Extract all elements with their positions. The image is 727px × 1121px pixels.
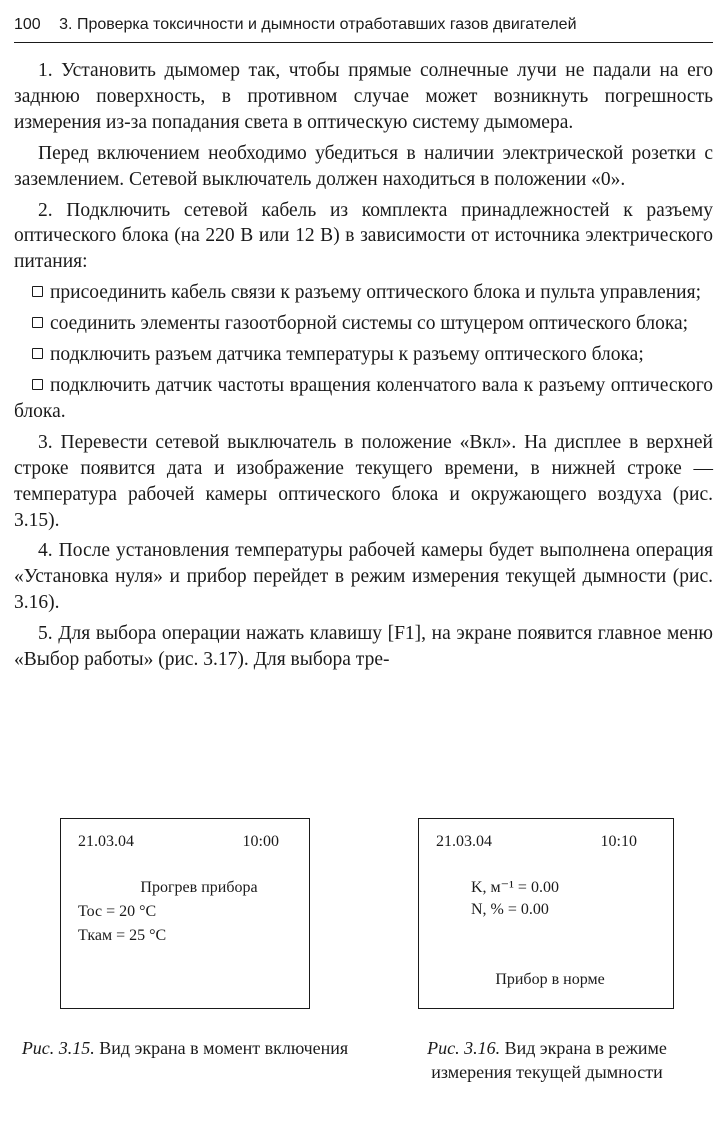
bullet-item: [14, 342, 713, 368]
bullet-item: [14, 373, 713, 425]
screen-date: 21.03.04: [78, 833, 134, 850]
screen-time: 10:10: [600, 833, 637, 850]
caption-text: Вид экрана в режиме измерения текущей дымности: [431, 1038, 667, 1082]
bullet-text: подключить разъем датчика температуры к разъему оптического блока;: [50, 344, 644, 366]
device-status: Прибор в норме: [495, 971, 605, 988]
figure-3-15-caption: [20, 1036, 350, 1060]
paragraph: 3. Перевести сетевой выключатель в положение «Вкл». На дисплее в верхней строке появится дата и изображение текущего времени, в нижней строке — температура рабочей камеры оптического блока и окружающего воздуха (рис. 3.15).: [14, 431, 713, 531]
screen-date: 21.03.04: [436, 833, 492, 850]
page-number: 100: [14, 16, 41, 33]
figure-number: Рис. 3.15.: [21, 1038, 95, 1058]
figure-3-16-caption: [420, 1036, 674, 1084]
paragraph: 5. Для выбора операции нажать клавишу [F1], на экране появится главное меню «Выбор работы» (рис. 3.17). Для выбора тре-: [14, 623, 713, 671]
square-bullet-icon: [32, 379, 43, 390]
running-header: [14, 10, 713, 43]
chapter-title: 3. Проверка токсичности и дымности отработавших газов двигателей: [59, 16, 577, 33]
figure-3-16-screen: [418, 818, 674, 1009]
figure-number: Рис. 3.16.: [427, 1038, 501, 1058]
bullet-text: присоединить кабель связи к разъему оптического блока и пульта управления;: [50, 282, 701, 304]
chamber-temperature: Ткам = 25 °С: [78, 927, 167, 944]
bullet-item: [14, 311, 713, 337]
square-bullet-icon: [32, 317, 43, 328]
screen-heading: Прогрев прибора: [140, 879, 258, 896]
absorption-coefficient: K, м⁻¹ = 0.00: [471, 879, 559, 896]
bullet-item: [14, 280, 713, 306]
bullet-text: подключить датчик частоты вращения коленчатого вала к разъему оптического блока.: [14, 374, 713, 422]
square-bullet-icon: [32, 348, 43, 359]
figure-3-15-screen: [60, 818, 310, 1009]
paragraph: 1. Установить дымомер так, чтобы прямые солнечные лучи не падали на его заднюю поверхность, в противном случае может возникнуть погрешность измерения из-за попадания света в оптическую систему дымомера.: [14, 60, 713, 133]
bullet-text: соединить элементы газоотборной системы со штуцером оптического блока;: [50, 313, 689, 335]
caption-text: Вид экрана в момент включения: [99, 1038, 349, 1058]
paragraph: 2. Подключить сетевой кабель из комплекта принадлежностей к разъему оптического блока (на 220 В или 12 В) в зависимости от источника электрического питания:: [14, 199, 713, 273]
paragraph: 4. После установления температуры рабочей камеры будет выполнена операция «Установка нуля» и прибор перейдет в режим измерения текущей дымности (рис. 3.16).: [14, 540, 713, 614]
body-text: [14, 58, 713, 678]
square-bullet-icon: [32, 286, 43, 297]
opacity-percent: N, % = 0.00: [471, 901, 549, 918]
ambient-temperature: Тос = 20 °С: [78, 903, 157, 920]
paragraph: Перед включением необходимо убедиться в наличии электрической розетки с заземлением. Сетевой выключатель должен находиться в положении «0».: [14, 142, 713, 190]
screen-time: 10:00: [242, 833, 279, 850]
